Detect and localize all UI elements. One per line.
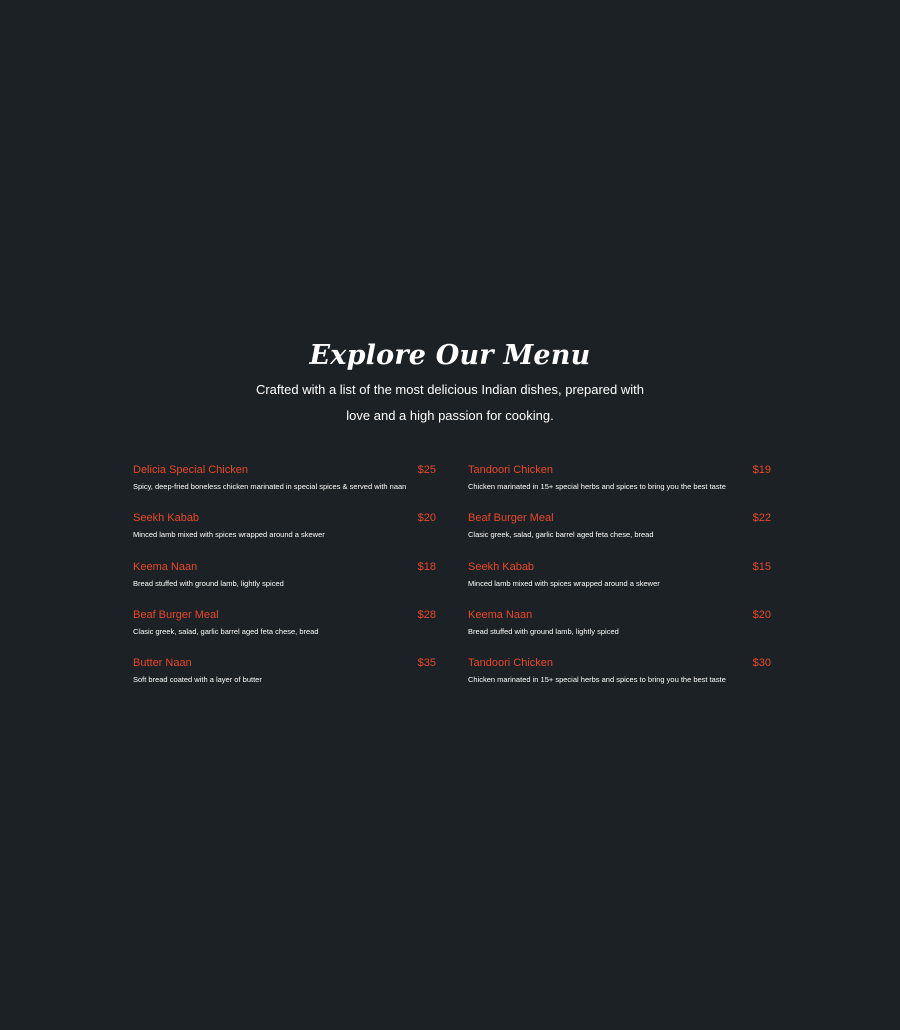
menu-item xyxy=(133,509,436,557)
menu-item xyxy=(133,654,436,702)
item-price: $28 xyxy=(417,608,436,621)
menu-column-right xyxy=(468,461,771,702)
item-price: $35 xyxy=(417,657,436,670)
item-description: Minced lamb mixed with spices wrapped around a skewer xyxy=(468,578,660,588)
menu-item xyxy=(468,509,771,557)
item-name: Beaf Burger Meal xyxy=(133,608,219,621)
menu-subtitle: Crafted with a list of the most delicious Indian dishes, prepared with love and a high passion for cooking. xyxy=(255,382,645,423)
item-description: Chicken marinated in 15+ special herbs and spices to bring you the best taste xyxy=(468,482,726,491)
item-name: Butter Naan xyxy=(133,657,192,670)
menu-item xyxy=(133,461,436,509)
item-description: Chicken marinated in 15+ special herbs and spices to bring you the best taste xyxy=(468,675,726,685)
item-price: $30 xyxy=(752,657,771,670)
item-name: Tandoori Chicken xyxy=(468,464,553,476)
menu-title: Explore Our Menu xyxy=(309,340,591,371)
item-description: Bread stuffed with ground lamb, lightly spiced xyxy=(133,578,284,588)
item-name: Tandoori Chicken xyxy=(468,657,553,670)
item-name: Delicia Special Chicken xyxy=(133,464,248,476)
item-price: $20 xyxy=(752,608,771,621)
item-price: $15 xyxy=(752,560,771,573)
item-name: Keema Naan xyxy=(468,608,533,621)
item-description: Clasic greek, salad, garlic barrel aged feta chese, bread xyxy=(468,530,654,540)
item-name: Seekh Kabab xyxy=(133,512,200,525)
menu-item xyxy=(133,558,436,606)
item-description: Clasic greek, salad, garlic barrel aged feta chese, bread xyxy=(133,626,319,636)
menu-item xyxy=(468,606,771,654)
menu-item xyxy=(133,606,436,654)
item-price: $18 xyxy=(417,560,436,573)
menu-column-left xyxy=(133,461,436,702)
item-name: Keema Naan xyxy=(133,560,198,573)
item-price: $22 xyxy=(752,512,771,525)
menu-item xyxy=(468,558,771,606)
item-description: Soft bread coated with a layer of butter xyxy=(133,675,262,685)
item-description: Minced lamb mixed with spices wrapped around a skewer xyxy=(133,530,325,540)
item-name: Seekh Kabab xyxy=(468,560,535,573)
item-price: $25 xyxy=(417,464,436,476)
item-description: Bread stuffed with ground lamb, lightly spiced xyxy=(468,626,619,636)
item-price: $19 xyxy=(752,464,771,476)
item-price: $20 xyxy=(417,512,436,525)
item-name: Beaf Burger Meal xyxy=(468,512,554,525)
item-description: Spicy, deep-fried boneless chicken marinated in special spices & served with naan xyxy=(133,482,407,491)
menu-item xyxy=(468,654,771,702)
menu-item xyxy=(468,461,771,509)
